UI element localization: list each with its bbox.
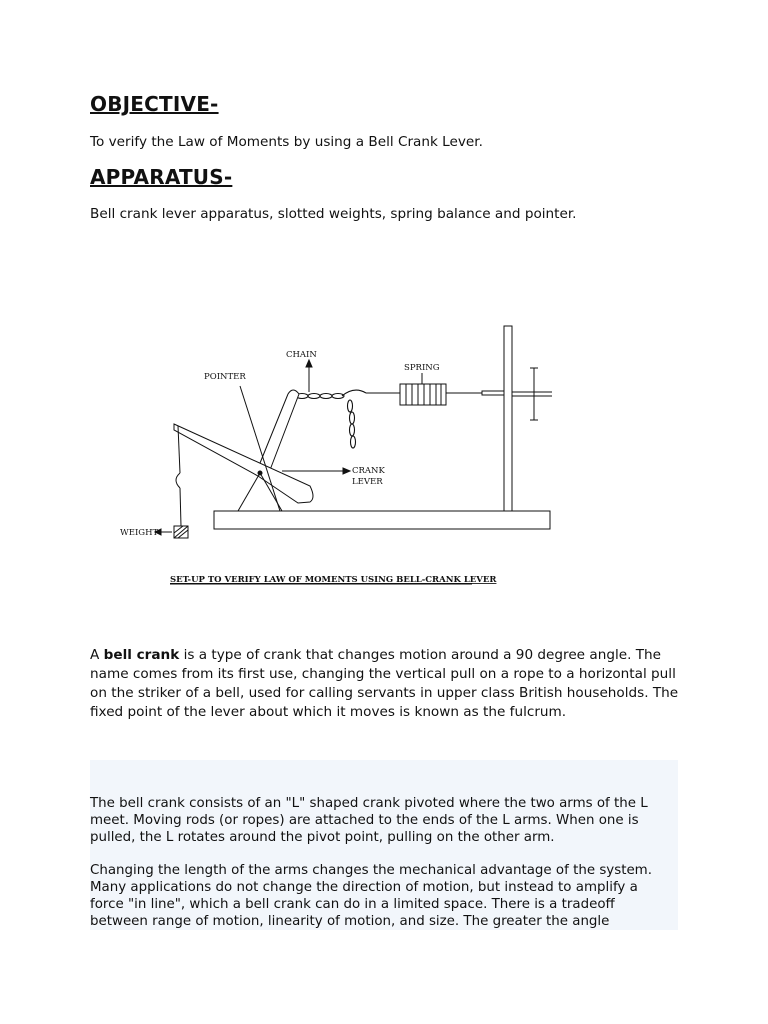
base-plank xyxy=(214,511,550,529)
description-intro: A xyxy=(90,647,104,663)
figure-caption: SET-UP TO VERIFY LAW OF MOMENTS USING BELL-CRANK LEVER xyxy=(170,575,497,585)
crank-lever xyxy=(258,390,299,470)
spring-hook xyxy=(482,391,504,395)
crank-label-line2: LEVER xyxy=(352,477,383,487)
excerpt-box xyxy=(90,760,678,930)
bell-crank-setup-diagram xyxy=(110,318,570,590)
excerpt-paragraph-1: The bell crank consists of an "L" shaped crank pivoted where the two arms of the L meet. Moving rods (or ropes) are attached to the ends of the L arms. When one is pulled, the L rotates around the pivot point, pulling on the other arm. xyxy=(90,796,648,845)
chain xyxy=(296,390,366,448)
weight-label: WEIGHT xyxy=(120,528,159,538)
chain-label: CHAIN xyxy=(286,350,317,360)
vertical-stand xyxy=(504,326,512,511)
excerpt-paragraph-2: Changing the length of the arms changes the mechanical advantage of the system. Many applications do not change the direction of motion, but instead to amplify a force "in line", which a bell crank can do in a limited space. There is a tradeoff between range of motion, linearity of motion, and size. The greater the angle xyxy=(90,863,652,929)
spring-balance xyxy=(400,384,446,405)
bell-crank-term: bell crank xyxy=(103,647,180,663)
pointer-label: POINTER xyxy=(204,372,246,382)
crank-label-line1: CRANK xyxy=(352,466,385,476)
apparatus-text: Bell crank lever apparatus, slotted weights, spring balance and pointer. xyxy=(90,206,577,222)
apparatus-heading: APPARATUS- xyxy=(90,165,233,189)
description-body: is a type of crank that changes motion around a 90 degree angle. The name comes from its first use, changing the vertical pull on a rope to a horizontal pull on the striker of a bell, used for calling servants in upper class British households. The fixed point of the lever about which it moves is known as the fulcrum. xyxy=(90,647,679,720)
objective-heading: OBJECTIVE- xyxy=(90,92,219,116)
spring-label: SPRING xyxy=(404,363,440,373)
objective-text: To verify the Law of Moments by using a Bell Crank Lever. xyxy=(90,134,483,150)
bell-crank-description xyxy=(90,646,690,722)
